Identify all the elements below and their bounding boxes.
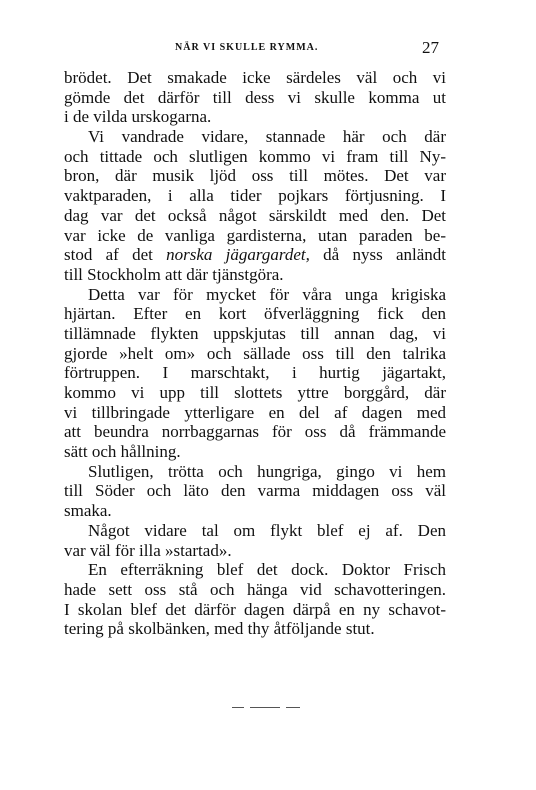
page-number: 27: [422, 38, 439, 57]
text-line: tillämnade flykten uppskjutas till annan dag, vi: [64, 323, 446, 343]
text-line: sätt och hållning.: [64, 442, 181, 462]
text-line: Vi vandrade vidare, stannade här och där: [88, 127, 446, 147]
text-line: I skolan blef det därför dagen därpå en ny schavot-: [64, 599, 446, 619]
text-line: hjärtan. Efter en kort öfverläggning fick den: [64, 304, 446, 324]
text-line: vaktparaden, i alla tider pojkars förtjusning. I: [64, 186, 446, 206]
page-header: [0, 38, 536, 58]
text-line: var icke de vanliga gardisterna, utan paraden be-: [64, 225, 446, 245]
text-line: till Söder och läto den varma middagen oss väl: [64, 481, 446, 501]
text-line: gömde det därför till dess vi skulle komma ut: [64, 87, 446, 107]
ornament-dash: [232, 707, 244, 708]
text-line: vi tillbringade ytterligare en del af dagen med: [64, 402, 446, 422]
ornament-dash: [286, 707, 300, 708]
body-text: [64, 68, 446, 639]
text-line: till Stockholm att där tjänstgöra.: [64, 264, 284, 284]
text-line: Detta var för mycket för våra unga krigiska: [88, 284, 446, 304]
text-line: Slutligen, trötta och hungriga, gingo vi hem: [88, 461, 446, 481]
end-ornament: [232, 706, 304, 710]
italic-phrase: norska jägargardet,: [166, 245, 310, 265]
text-line: hade sett oss stå och hänga vid schavotteringen.: [64, 579, 446, 599]
text-line: att beundra norrbaggarnas för oss då främmande: [64, 422, 446, 442]
text-line: En efterräkning blef det dock. Doktor Frisch: [88, 560, 446, 580]
text-line-with-italic: [64, 245, 446, 265]
text-line: bron, där musik ljöd oss till mötes. Det var: [64, 166, 446, 186]
text-line: var väl för illa »startad».: [64, 540, 232, 560]
text-segment: då nyss anländt: [309, 245, 446, 265]
running-title: NÄR VI SKULLE RYMMA.: [175, 42, 319, 53]
text-line: och tittade och slutligen kommo vi fram till Ny-: [64, 146, 446, 166]
text-line: förtruppen. I marschtakt, i hurtig jägartakt,: [64, 363, 446, 383]
ornament-dash: [250, 707, 280, 708]
text-line: Något vidare tal om flykt blef ej af. Den: [88, 520, 446, 540]
text-line: dag var det också något särskildt med den. Det: [64, 205, 446, 225]
text-line: kommo vi upp till slottets yttre borggård, där: [64, 383, 446, 402]
text-line: i de vilda urskogarna.: [64, 107, 212, 127]
text-line: tering på skolbänken, med thy åtföljande stut.: [64, 619, 375, 639]
text-segment: stod af det: [64, 245, 167, 265]
text-line: smaka.: [64, 501, 112, 521]
text-line: gjorde »helt om» och sällade oss till den talrika: [64, 343, 446, 363]
text-line: brödet. Det smakade icke särdeles väl och vi: [64, 68, 446, 87]
